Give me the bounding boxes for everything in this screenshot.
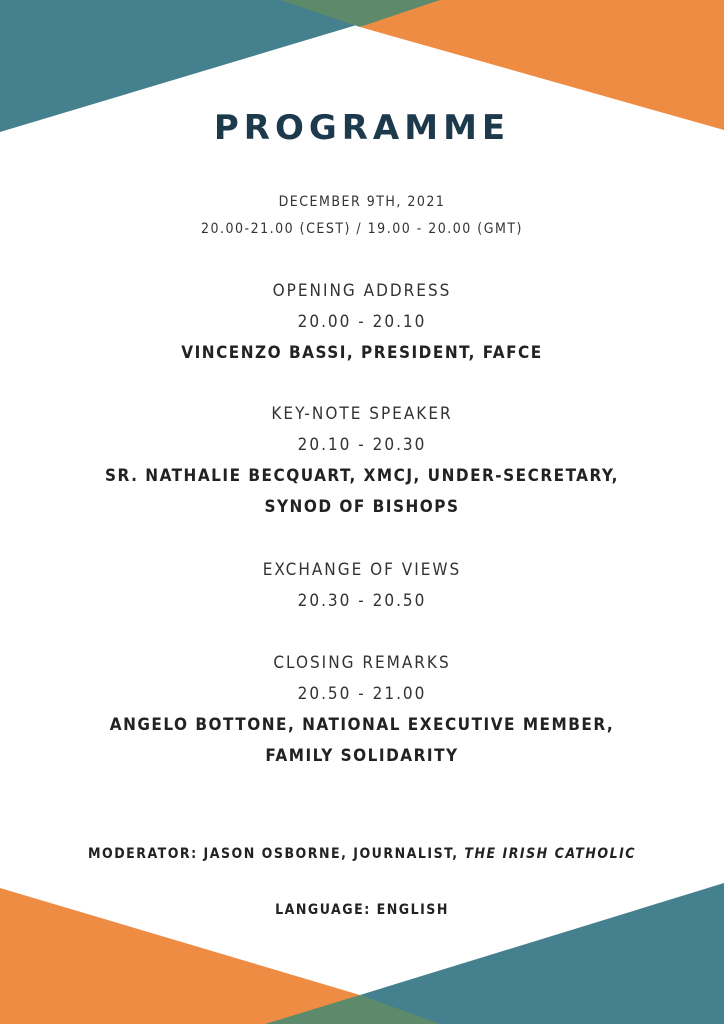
event-time-range: 20.00-21.00 (CEST) / 19.00 - 20.00 (GMT) [201, 221, 523, 237]
session-time: 20.10 - 20.30 [297, 435, 427, 455]
session-heading: CLOSING REMARKS [273, 653, 451, 673]
session-heading: OPENING ADDRESS [272, 281, 452, 301]
session-time: 20.00 - 20.10 [297, 312, 427, 332]
session-speaker: ANGELO BOTTONE, NATIONAL EXECUTIVE MEMBER, [109, 715, 615, 735]
moderator-line [0, 846, 724, 862]
session-heading: KEY-NOTE SPEAKER [271, 404, 453, 424]
moderator-text: MODERATOR: JASON OSBORNE, JOURNALIST, [87, 846, 465, 862]
session-time: 20.50 - 21.00 [297, 684, 427, 704]
session-speaker: VINCENZO BASSI, PRESIDENT, FAFCE [181, 343, 543, 363]
session-speaker: FAMILY SOLIDARITY [265, 746, 459, 766]
page-title: PROGRAMME [213, 108, 511, 148]
session-time: 20.30 - 20.50 [297, 591, 427, 611]
session-heading: EXCHANGE OF VIEWS [262, 560, 462, 580]
language-line: LANGUAGE: ENGLISH [275, 902, 449, 918]
moderator-publication: THE IRISH CATHOLIC [464, 846, 637, 862]
session-speaker: SR. NATHALIE BECQUART, XMCJ, UNDER-SECRETARY, [105, 466, 619, 486]
event-date: DECEMBER 9TH, 2021 [278, 194, 446, 210]
session-speaker: SYNOD OF BISHOPS [264, 497, 460, 517]
